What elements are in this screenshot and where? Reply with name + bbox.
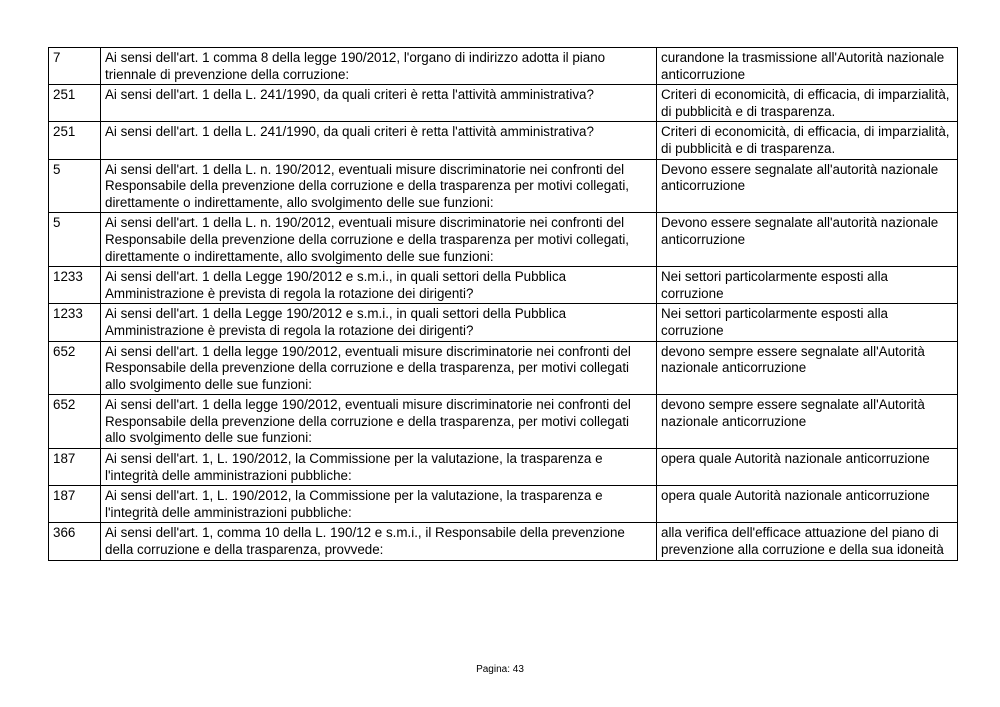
answer-text: Criteri di economicità, di efficacia, di imparzialità, di pubblicità e di trasparenza. xyxy=(657,85,958,122)
question-text: Ai sensi dell'art. 1 della L. 241/1990, da quali criteri è retta l'attività amministrativa? xyxy=(101,122,657,159)
question-text: Ai sensi dell'art. 1 della L. n. 190/2012, eventuali misure discriminatorie nei confronti del Responsabile della prevenzione della corruzione e della trasparenza per motivi collegati, direttamente o indirettamente, allo svolgimento delle sue funzioni: xyxy=(101,159,657,213)
table-row xyxy=(49,304,958,341)
question-number: 5 xyxy=(49,159,101,213)
questions-table-body xyxy=(49,48,958,561)
page-number: Pagina: 43 xyxy=(476,664,524,675)
answer-text: devono sempre essere segnalate all'Autorità nazionale anticorruzione xyxy=(657,341,958,395)
table-row xyxy=(49,395,958,449)
question-number: 1233 xyxy=(49,304,101,341)
question-number: 652 xyxy=(49,341,101,395)
questions-table xyxy=(48,47,958,561)
question-text: Ai sensi dell'art. 1 della legge 190/2012, eventuali misure discriminatorie nei confronti del Responsabile della prevenzione della corruzione e della trasparenza, per motivi collegati allo svolgimento delle sue funzioni: xyxy=(101,395,657,449)
question-number: 7 xyxy=(49,48,101,85)
question-text: Ai sensi dell'art. 1 della Legge 190/2012 e s.m.i., in quali settori della Pubblica Amministrazione è prevista di regola la rotazione dei dirigenti? xyxy=(101,304,657,341)
table-row xyxy=(49,85,958,122)
question-number: 366 xyxy=(49,523,101,560)
question-number: 1233 xyxy=(49,267,101,304)
question-text: Ai sensi dell'art. 1, L. 190/2012, la Commissione per la valutazione, la trasparenza e l'integrità delle amministrazioni pubbliche: xyxy=(101,486,657,523)
question-text: Ai sensi dell'art. 1, L. 190/2012, la Commissione per la valutazione, la trasparenza e l'integrità delle amministrazioni pubbliche: xyxy=(101,449,657,486)
answer-text: Criteri di economicità, di efficacia, di imparzialità, di pubblicità e di trasparenza. xyxy=(657,122,958,159)
question-text: Ai sensi dell'art. 1 della L. n. 190/2012, eventuali misure discriminatorie nei confronti del Responsabile della prevenzione della corruzione e della trasparenza per motivi collegati, direttamente o indirettamente, allo svolgimento delle sue funzioni: xyxy=(101,213,657,267)
table-row xyxy=(49,159,958,213)
answer-text: Devono essere segnalate all'autorità nazionale anticorruzione xyxy=(657,159,958,213)
answer-text: Devono essere segnalate all'autorità nazionale anticorruzione xyxy=(657,213,958,267)
question-text: Ai sensi dell'art. 1 comma 8 della legge 190/2012, l'organo di indirizzo adotta il piano triennale di prevenzione della corruzione: xyxy=(101,48,657,85)
question-text: Ai sensi dell'art. 1 della legge 190/2012, eventuali misure discriminatorie nei confronti del Responsabile della prevenzione della corruzione e della trasparenza, per motivi collegati allo svolgimento delle sue funzioni: xyxy=(101,341,657,395)
answer-text: alla verifica dell'efficace attuazione del piano di prevenzione alla corruzione e della sua idoneità xyxy=(657,523,958,560)
answer-text: opera quale Autorità nazionale anticorruzione xyxy=(657,486,958,523)
answer-text: opera quale Autorità nazionale anticorruzione xyxy=(657,449,958,486)
table-row xyxy=(49,48,958,85)
question-number: 5 xyxy=(49,213,101,267)
table-row xyxy=(49,523,958,560)
answer-text: Nei settori particolarmente esposti alla corruzione xyxy=(657,304,958,341)
question-number: 652 xyxy=(49,395,101,449)
question-number: 251 xyxy=(49,122,101,159)
question-number: 187 xyxy=(49,449,101,486)
question-number: 187 xyxy=(49,486,101,523)
question-number: 251 xyxy=(49,85,101,122)
answer-text: devono sempre essere segnalate all'Autorità nazionale anticorruzione xyxy=(657,395,958,449)
answer-text: curandone la trasmissione all'Autorità nazionale anticorruzione xyxy=(657,48,958,85)
table-row xyxy=(49,341,958,395)
table-row xyxy=(49,486,958,523)
answer-text: Nei settori particolarmente esposti alla corruzione xyxy=(657,267,958,304)
table-row xyxy=(49,122,958,159)
table-row xyxy=(49,213,958,267)
question-text: Ai sensi dell'art. 1, comma 10 della L. 190/12 e s.m.i., il Responsabile della prevenzione della corruzione e della trasparenza, provvede: xyxy=(101,523,657,560)
question-text: Ai sensi dell'art. 1 della Legge 190/2012 e s.m.i., in quali settori della Pubblica Amministrazione è prevista di regola la rotazione dei dirigenti? xyxy=(101,267,657,304)
question-text: Ai sensi dell'art. 1 della L. 241/1990, da quali criteri è retta l'attività amministrativa? xyxy=(101,85,657,122)
table-row xyxy=(49,267,958,304)
table-row xyxy=(49,449,958,486)
